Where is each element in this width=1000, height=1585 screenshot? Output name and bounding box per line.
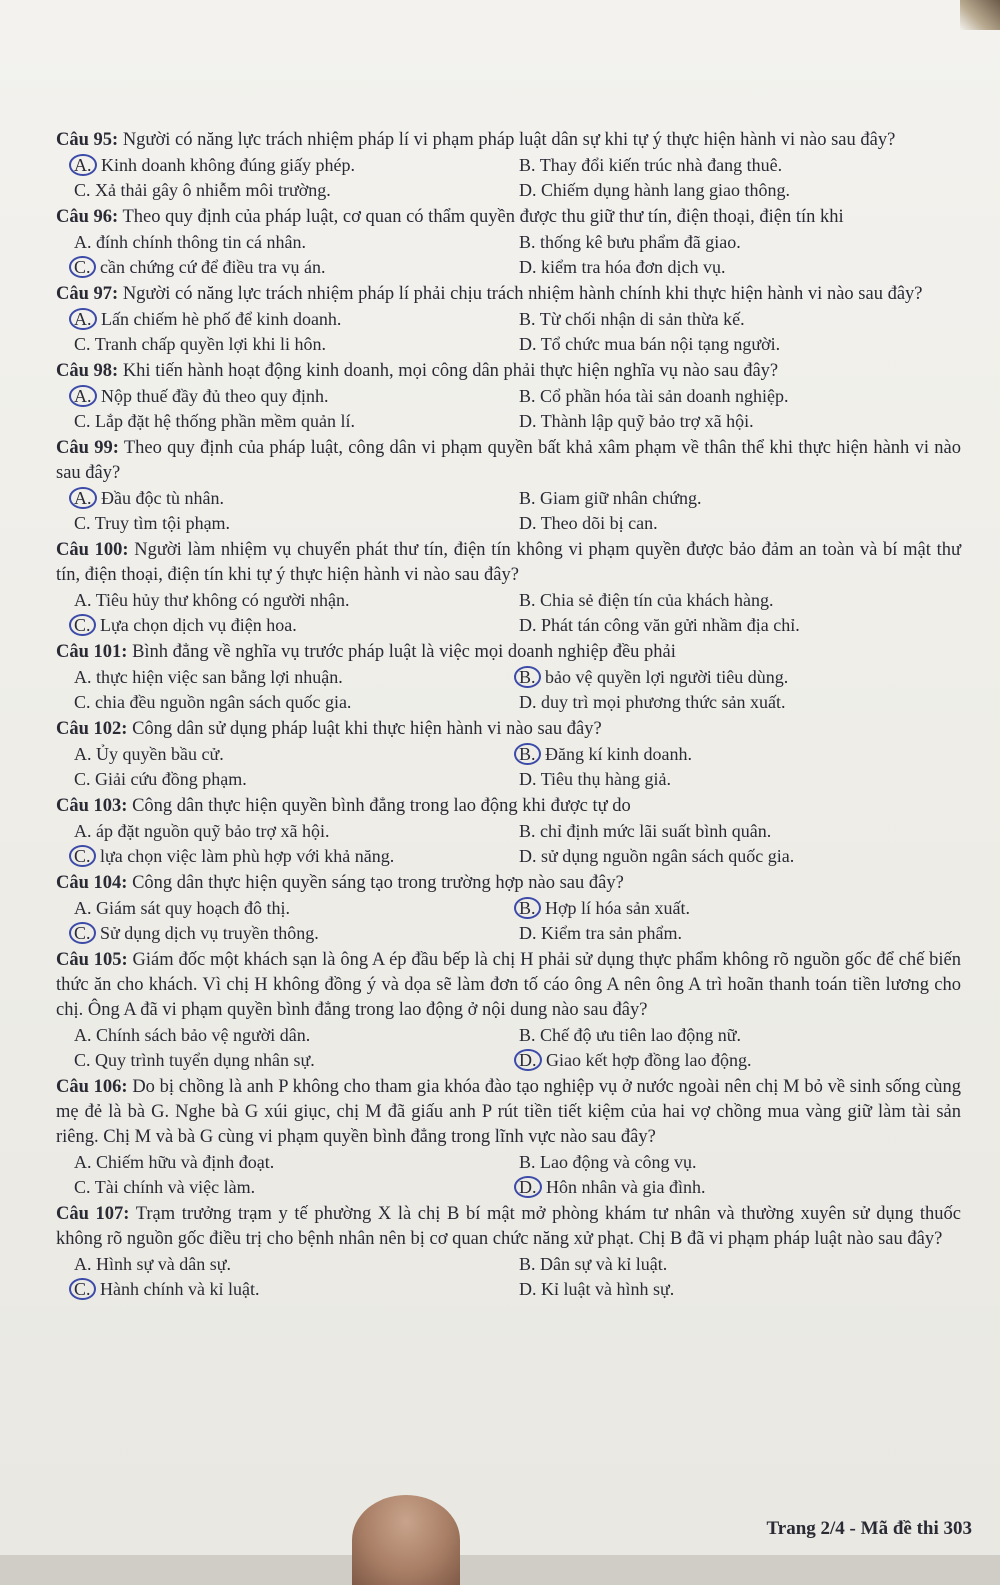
answer-options [56,153,961,202]
option-text: Giám sát quy hoạch đô thị. [96,898,290,918]
option-text: Phát tán công văn gửi nhầm địa chỉ. [541,614,800,635]
option-b [501,307,956,332]
option-text: Chiếm dụng hành lang giao thông. [541,179,790,200]
option-c [56,1277,501,1302]
option-text: Tiêu hủy thư không có người nhận. [95,590,350,610]
question-text: Khi tiến hành hoạt động kinh doanh, mọi công dân phải thực hiện nghĩa vụ nào sau đây? [122,361,779,381]
option-letter: D. [514,1049,542,1071]
question-text: Bình đẳng về nghĩa vụ trước pháp luật là việc mọi doanh nghiệp đều phải [132,642,676,662]
option-text: Hợp lí hóa sản xuất. [545,898,691,918]
option-d [501,1277,956,1302]
option-text: Giải cứu đồng phạm. [95,768,247,789]
question-stem [56,205,961,230]
option-d [501,255,956,280]
question-95 [56,128,961,202]
option-text: chỉ định mức lãi suất bình quân. [540,821,772,841]
question-103 [56,794,961,868]
option-a [56,819,501,844]
option-letter: A. [74,1254,92,1274]
option-a [56,1252,501,1277]
option-a [56,1023,501,1048]
option-text: Lựa chọn dịch vụ điện hoa. [100,614,297,635]
option-text: Giam giữ nhân chứng. [540,488,702,508]
option-b [501,384,956,409]
option-b [501,742,956,767]
option-text: thống kê bưu phẩm đã giao. [540,232,741,252]
option-text: lựa chọn việc làm phù hợp với khả năng. [100,845,395,866]
option-a [56,588,501,613]
option-letter: D. [514,1176,542,1198]
option-text: Ủy quyền bầu cử. [96,744,224,764]
answer-options [56,230,961,279]
option-letter: C. [69,1278,96,1300]
option-text: Dân sự và kỉ luật. [540,1254,668,1274]
question-number: Câu 99: [56,438,119,458]
question-stem [56,436,961,486]
option-text: Cổ phần hóa tài sản doanh nghiệp. [540,386,789,406]
question-text: Theo quy định của pháp luật, công dân vi phạm quyền bất khả xâm phạm về thân thể khi thực hiện hành vi nào sau đây? [56,438,961,483]
option-text: kiểm tra hóa đơn dịch vụ. [541,256,726,277]
option-letter: D. [519,333,537,354]
question-number: Câu 96: [56,207,119,227]
answer-options [56,486,961,535]
option-text: Thành lập quỹ bảo trợ xã hội. [540,410,754,431]
question-number: Câu 100: [56,540,129,560]
option-letter: B. [519,821,536,841]
answer-options [56,384,961,433]
question-104 [56,871,961,945]
option-c [56,1048,501,1073]
question-text: Công dân sử dụng pháp luật khi thực hiện hành vi nào sau đây? [132,719,602,739]
option-d [501,613,956,638]
option-text: áp đặt nguồn quỹ bảo trợ xã hội. [96,821,330,841]
option-letter: B. [519,1254,536,1274]
option-letter: A. [74,821,92,841]
question-stem [56,128,961,153]
question-number: Câu 103: [56,796,128,816]
option-letter: A. [69,154,97,176]
option-d [501,332,956,357]
option-letter: B. [519,590,536,610]
question-100 [56,538,961,637]
option-a [56,307,501,332]
option-c [56,1175,501,1200]
question-number: Câu 107: [56,1204,130,1224]
option-letter: A. [74,1025,92,1045]
answer-options [56,742,961,791]
option-a [56,1150,501,1175]
question-stem [56,538,961,588]
option-letter: C. [69,922,96,944]
option-b [501,486,956,511]
option-letter: D. [519,845,537,866]
option-b [501,230,956,255]
question-stem [56,359,961,384]
option-c [56,178,501,203]
option-b [501,1150,956,1175]
option-a [56,153,501,178]
option-letter: C. [74,179,91,200]
option-letter: D. [519,614,537,635]
question-number: Câu 104: [56,873,128,893]
option-b [501,1023,956,1048]
question-text: Người có năng lực trách nhiệm pháp lí phải chịu trách nhiệm hành chính khi thực hiện hành vi nào sau đây? [122,284,923,304]
option-c [56,511,501,536]
answer-options [56,665,961,714]
option-text: Đầu độc tù nhân. [101,488,224,508]
option-letter: B. [519,232,536,252]
option-letter: D. [519,410,537,431]
question-text: Người có năng lực trách nhiệm pháp lí vi phạm pháp luật dân sự khi tự ý thực hiện hành vi nào sau đây? [122,130,896,150]
option-text: Đăng kí kinh doanh. [545,744,692,764]
option-d [501,921,956,946]
option-c [56,409,501,434]
option-a [56,665,501,690]
option-letter: C. [74,333,91,354]
question-102 [56,717,961,791]
option-b [501,896,956,921]
option-text: Truy tìm tội phạm. [94,512,231,533]
option-letter: A. [74,1152,92,1172]
option-letter: B. [514,743,541,765]
option-c [56,767,501,792]
option-d [501,511,956,536]
option-a [56,742,501,767]
option-c [56,613,501,638]
option-letter: C. [74,410,91,431]
option-d [501,409,956,434]
option-letter: C. [74,512,91,533]
question-text: Giám đốc một khách sạn là ông A ép đầu bếp là chị H phải sử dụng thực phẩm không rõ nguồn gốc để chế biến thức ăn cho khách. Vì chị H không đồng ý và dọa sẽ làm đơn tố cáo ông A nên ông A trì hoãn thanh toán tiền lương cho chị. Ông A đã vi phạm quyền bình đẳng trong lao động ở nội dung nào sau đây? [56,950,961,1020]
question-number: Câu 102: [56,719,128,739]
option-c [56,921,501,946]
option-text: Tiêu thụ hàng giả. [540,768,672,789]
option-letter: C. [74,1049,91,1070]
option-text: Thay đổi kiến trúc nhà đang thuê. [539,155,783,175]
option-letter: C. [74,691,91,712]
option-letter: B. [519,1152,536,1172]
option-text: Tranh chấp quyền lợi khi li hôn. [94,333,327,354]
option-b [501,665,956,690]
option-c [56,690,501,715]
question-stem [56,1202,961,1252]
option-d [501,1175,956,1200]
answer-options [56,819,961,868]
option-c [56,255,501,280]
option-b [501,153,956,178]
question-stem [56,948,961,1023]
option-text: Hình sự và dân sự. [96,1254,231,1274]
option-letter: B. [514,666,541,688]
question-number: Câu 98: [56,361,119,381]
option-a [56,384,501,409]
question-text: Do bị chồng là anh P không cho tham gia khóa đào tạo nghiệp vụ ở nước ngoài nên chị M bỏ về sinh sống cùng mẹ đẻ là bà G. Nghe bà G xúi giục, chị M đã giấu anh P rút tiền tiết kiệm của hai vợ chồng mua vàng giữ làm tài sản riêng. Chị M và bà G cùng vi phạm quyền bình đẳng trong lĩnh vực nào sau đây? [56,1077,962,1147]
option-letter: A. [69,308,97,330]
option-text: chia đều nguồn ngân sách quốc gia. [95,691,352,712]
question-stem [56,1075,961,1150]
question-106 [56,1075,961,1199]
option-letter: C. [69,614,96,636]
option-letter: B. [514,897,541,919]
option-letter: D. [519,512,537,533]
question-stem [56,717,961,742]
option-letter: A. [69,385,97,407]
question-stem [56,640,961,665]
option-letter: B. [519,1025,536,1045]
answer-options [56,1252,961,1301]
question-96 [56,205,961,279]
page-corner-shadow [960,0,1000,30]
option-letter: B. [519,488,536,508]
option-b [501,588,956,613]
option-text: sử dụng nguồn ngân sách quốc gia. [541,845,795,866]
option-text: đính chính thông tin cá nhân. [96,232,306,252]
answer-options [56,588,961,637]
question-number: Câu 97: [56,284,119,304]
option-text: thực hiện việc san bằng lợi nhuận. [96,667,343,687]
option-text: Nộp thuế đầy đủ theo quy định. [101,386,329,406]
option-letter: A. [69,487,97,509]
option-text: Chính sách bảo vệ người dân. [96,1025,311,1045]
question-number: Câu 101: [56,642,128,662]
answer-options [56,1023,961,1072]
option-text: Theo dõi bị can. [540,512,658,533]
question-97 [56,282,961,356]
question-text: Trạm trưởng trạm y tế phường X là chị B bí mật mở phòng khám tư nhân và thường xuyên sử dụng thuốc không rõ nguồn gốc điều trị cho bệnh nhân nên bị cơ quan chức năng xử phạt. Chị B đã vi phạm pháp luật nào sau đây? [56,1204,961,1249]
option-a [56,896,501,921]
thumb-image [352,1495,460,1585]
question-stem [56,871,961,896]
option-letter: D. [519,179,537,200]
option-text: Chế độ ưu tiên lao động nữ. [540,1025,742,1045]
option-text: Chiếm hữu và định đoạt. [96,1152,275,1172]
question-number: Câu 105: [56,950,128,970]
option-letter: C. [69,256,96,278]
question-list [56,128,961,1304]
option-letter: A. [74,590,92,610]
option-letter: C. [74,768,91,789]
option-text: Lao động và công vụ. [540,1152,697,1172]
answer-options [56,896,961,945]
question-text: Người làm nhiệm vụ chuyển phát thư tín, điện tín không vi phạm quyền được bảo đảm an toàn và bí mật thư tín, điện thoại, điện tín khi tự ý thực hiện hành vi nào sau đây? [56,540,962,585]
option-b [501,1252,956,1277]
option-letter: B. [519,309,536,329]
option-text: Kỉ luật và hình sự. [541,1278,675,1299]
option-d [501,1048,956,1073]
option-letter: C. [74,1176,91,1197]
answer-options [56,1150,961,1199]
option-text: Hôn nhân và gia đình. [546,1176,706,1197]
option-c [56,844,501,869]
question-101 [56,640,961,714]
option-letter: C. [69,845,96,867]
question-stem [56,282,961,307]
option-letter: A. [74,667,92,687]
option-text: cần chứng cứ để điều tra vụ án. [100,256,326,277]
question-stem [56,794,961,819]
option-d [501,690,956,715]
option-b [501,819,956,844]
option-text: Tài chính và việc làm. [94,1176,256,1197]
option-text: bảo vệ quyền lợi người tiêu dùng. [545,667,789,687]
option-text: Lắp đặt hệ thống phần mềm quản lí. [95,410,355,431]
option-text: Hành chính và kỉ luật. [100,1278,260,1299]
option-text: Từ chối nhận di sản thừa kế. [539,309,745,329]
option-d [501,767,956,792]
option-letter: A. [74,232,92,252]
option-text: Xả thải gây ô nhiễm môi trường. [95,179,331,200]
option-text: Kiểm tra sản phẩm. [541,922,682,943]
question-105 [56,948,961,1072]
option-text: Tổ chức mua bán nội tạng người. [540,333,781,354]
option-letter: B. [519,386,536,406]
answer-options [56,307,961,356]
option-letter: A. [74,744,92,764]
option-text: Lấn chiếm hè phố để kinh doanh. [101,309,342,329]
option-d [501,844,956,869]
option-c [56,332,501,357]
question-text: Công dân thực hiện quyền sáng tạo trong trường hợp nào sau đây? [132,873,624,893]
option-text: Quy trình tuyển dụng nhân sự. [95,1049,315,1070]
option-text: duy trì mọi phương thức sản xuất. [541,691,786,712]
option-a [56,486,501,511]
question-number: Câu 106: [56,1077,128,1097]
option-letter: D. [519,922,537,943]
option-text: Chia sẻ điện tín của khách hàng. [540,590,774,610]
page-footer: Trang 2/4 - Mã đề thi 303 [766,1518,972,1539]
option-letter: D. [519,691,537,712]
option-text: Sử dụng dịch vụ truyền thông. [100,922,319,943]
option-letter: D. [519,256,537,277]
question-text: Công dân thực hiện quyền bình đẳng trong lao động khi được tự do [132,796,631,816]
option-letter: A. [74,898,92,918]
option-letter: D. [519,1278,537,1299]
question-number: Câu 95: [56,130,119,150]
question-99 [56,436,961,535]
question-text: Theo quy định của pháp luật, cơ quan có thẩm quyền được thu giữ thư tín, điện thoại, điện tín khi [122,207,844,227]
option-a [56,230,501,255]
option-text: Giao kết hợp đồng lao động. [546,1049,752,1070]
question-107 [56,1202,961,1301]
option-d [501,178,956,203]
option-letter: B. [519,155,536,175]
question-98 [56,359,961,433]
option-text: Kinh doanh không đúng giấy phép. [101,155,355,175]
option-letter: D. [519,768,537,789]
